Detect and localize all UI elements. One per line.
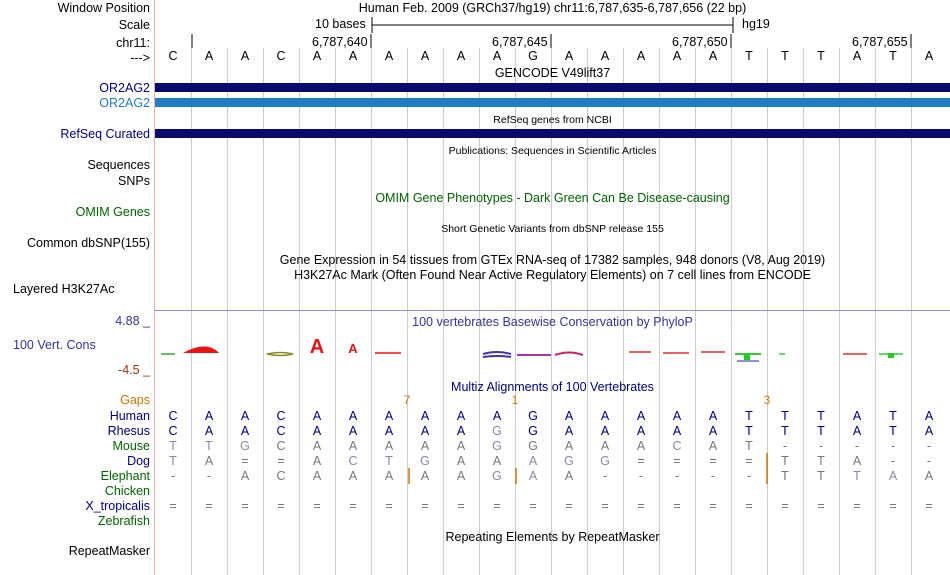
alignment-base: A (492, 409, 502, 423)
refseq-label[interactable]: RefSeq Curated (60, 127, 150, 141)
alignment-base: A (924, 409, 934, 423)
phylop-title: 100 vertebrates Basewise Conservation by PhyloP (412, 315, 693, 329)
alignment-base: = (709, 454, 717, 468)
gap-count: 1 (511, 395, 519, 407)
alignment-base: A (384, 424, 394, 438)
reference-base: T (745, 49, 753, 63)
species-label: Dog (127, 454, 150, 468)
alignment-base: A (708, 424, 718, 438)
alignment-base: G (564, 454, 574, 468)
alignment-base: A (384, 469, 394, 483)
alignment-insertions (155, 0, 950, 575)
alignment-base: G (240, 439, 250, 453)
alignment-base: A (384, 439, 394, 453)
alignment-base: G (528, 409, 538, 423)
ruler-coord-4: 6,787,655 (852, 35, 908, 49)
alignment-base: T (889, 409, 897, 423)
alignment-base: A (564, 424, 574, 438)
phylop-letter-a: A (348, 341, 358, 356)
alignment-base: - (206, 469, 212, 483)
reference-base: A (456, 49, 466, 63)
alignment-base: A (348, 424, 358, 438)
h3k27-label[interactable]: Layered H3K27Ac (13, 282, 115, 296)
alignment-base: = (169, 499, 177, 513)
alignment-base: C (672, 439, 682, 453)
gap-count: 7 (403, 395, 411, 407)
alignment-base: G (528, 424, 538, 438)
reference-base: A (240, 49, 250, 63)
alignment-base: T (817, 454, 825, 468)
reference-base: T (781, 49, 789, 63)
alignment-base: A (852, 409, 862, 423)
alignment-base: - (926, 439, 932, 453)
ruler-coord-1: 6,787,640 (312, 35, 368, 49)
alignment-base: A (384, 409, 394, 423)
alignment-base: A (312, 409, 322, 423)
alignment-base: C (276, 439, 286, 453)
alignment-base: C (168, 409, 178, 423)
alignment-base: = (277, 499, 285, 513)
gaps-label: Gaps (120, 393, 150, 407)
alignment-base: T (205, 439, 213, 453)
alignment-base: A (528, 454, 538, 468)
multiz-title: Multiz Alignments of 100 Vertebrates (451, 380, 654, 394)
alignment-base: T (781, 424, 789, 438)
alignment-base: = (637, 454, 645, 468)
alignment-base: A (924, 469, 934, 483)
alignment-base: A (528, 469, 538, 483)
alignment-base: G (420, 454, 430, 468)
alignment-base: A (420, 439, 430, 453)
alignment-base: T (781, 469, 789, 483)
alignment-base: A (708, 409, 718, 423)
arrow-label: ---> (130, 51, 150, 65)
alignment-base: C (276, 424, 286, 438)
alignment-base: G (492, 439, 502, 453)
alignment-base: T (817, 424, 825, 438)
alignment-base: A (852, 424, 862, 438)
alignment-base: T (169, 439, 177, 453)
alignment-base: T (745, 409, 753, 423)
reference-base: G (528, 49, 538, 63)
alignment-base: A (312, 469, 322, 483)
alignment-base: C (168, 424, 178, 438)
alignment-base: = (529, 499, 537, 513)
omim-label[interactable]: OMIM Genes (75, 205, 150, 219)
alignment-base: = (925, 499, 933, 513)
alignment-base: T (889, 424, 897, 438)
alignment-base: - (638, 469, 644, 483)
reference-base: T (817, 49, 825, 63)
repeatmasker-label[interactable]: RepeatMasker (68, 544, 150, 558)
alignment-base: - (926, 454, 932, 468)
alignment-base: = (889, 499, 897, 513)
alignment-base: = (745, 454, 753, 468)
alignment-base: A (708, 439, 718, 453)
species-label: X_tropicalis (85, 499, 150, 513)
alignment-base: A (204, 454, 214, 468)
track-label-sidebar (0, 0, 154, 575)
reference-base: A (852, 49, 862, 63)
alignment-base: A (240, 469, 250, 483)
alignment-base: A (204, 424, 214, 438)
alignment-base: - (854, 439, 860, 453)
alignment-base: C (276, 409, 286, 423)
alignment-base: A (312, 424, 322, 438)
alignment-base: A (924, 424, 934, 438)
alignment-base: A (888, 469, 898, 483)
alignment-base: = (781, 499, 789, 513)
alignment-base: A (600, 424, 610, 438)
window-position-label: Window Position (57, 1, 150, 15)
alignment-base: C (348, 454, 358, 468)
alignment-base: = (565, 499, 573, 513)
reference-base: A (348, 49, 358, 63)
alignment-base: T (853, 469, 861, 483)
window-title: Human Feb. 2009 (GRCh37/hg19) chr11:6,787,635-6,787,656 (22 bp) (358, 1, 747, 15)
reference-base: A (708, 49, 718, 63)
alignment-base: = (241, 454, 249, 468)
cons-max-label: 4.88 _ (115, 314, 150, 328)
alignment-base: A (420, 469, 430, 483)
alignment-base: = (241, 499, 249, 513)
alignment-base: T (169, 454, 177, 468)
alignment-base: A (636, 439, 646, 453)
alignment-base: A (636, 409, 646, 423)
reference-base: A (636, 49, 646, 63)
species-label: Zebrafish (97, 514, 150, 528)
refseq-title: RefSeq genes from NCBI (493, 114, 612, 126)
alignment-base: = (709, 499, 717, 513)
reference-base: C (168, 49, 178, 63)
h3k27-title: H3K27Ac Mark (Often Found Near Active Regulatory Elements) on 7 cell lines from ENCODE (294, 268, 811, 282)
alignment-base: - (674, 469, 680, 483)
alignment-base: A (564, 439, 574, 453)
alignment-base: - (782, 439, 788, 453)
alignment-base: A (348, 469, 358, 483)
alignment-base: - (710, 469, 716, 483)
phylop-letter-a: A (309, 336, 325, 358)
alignment-base: T (745, 439, 753, 453)
gencode-title: GENCODE V49lift37 (494, 66, 611, 80)
reference-base: A (312, 49, 322, 63)
alignment-base: = (385, 499, 393, 513)
alignment-base: G (492, 469, 502, 483)
ruler-coord-2: 6,787,645 (492, 35, 548, 49)
alignment-base: T (781, 409, 789, 423)
alignment-base: A (456, 439, 466, 453)
dbsnp-label[interactable]: Common dbSNP(155) (27, 236, 150, 250)
reference-base: C (276, 49, 286, 63)
alignment-base: A (240, 424, 250, 438)
alignment-base: A (600, 439, 610, 453)
alignment-base: = (277, 454, 285, 468)
alignment-base: T (817, 409, 825, 423)
alignment-base: A (312, 439, 322, 453)
alignment-base: A (636, 424, 646, 438)
alignment-base: = (853, 499, 861, 513)
alignment-base: T (385, 454, 393, 468)
alignment-base: A (852, 454, 862, 468)
alignment-base: - (890, 439, 896, 453)
alignment-base: A (456, 424, 466, 438)
alignment-base: G (600, 454, 610, 468)
gtex-title: Gene Expression in 54 tissues from GTEx RNA-seq of 17382 samples, 948 donors (V8, Aug 2019) (279, 253, 826, 267)
scale-label: Scale (118, 18, 150, 32)
alignment-base: = (673, 499, 681, 513)
alignment-base: A (456, 454, 466, 468)
sequences-label[interactable]: Sequences (87, 158, 150, 172)
alignment-base: = (745, 499, 753, 513)
alignment-base: - (890, 454, 896, 468)
alignment-base: A (564, 469, 574, 483)
alignment-base: A (672, 409, 682, 423)
alignment-base: A (600, 409, 610, 423)
species-label: Chicken (104, 484, 150, 498)
reference-base: A (420, 49, 430, 63)
alignment-base: A (204, 409, 214, 423)
reference-base: A (672, 49, 682, 63)
alignment-base: = (421, 499, 429, 513)
alignment-base: = (493, 499, 501, 513)
alignment-base: A (672, 424, 682, 438)
alignment-base: = (673, 454, 681, 468)
alignment-base: T (817, 469, 825, 483)
reference-base: A (564, 49, 574, 63)
alignment-base: A (312, 454, 322, 468)
alignment-base: - (170, 469, 176, 483)
alignment-base: T (781, 454, 789, 468)
assembly-label: hg19 (742, 17, 770, 31)
alignment-base: = (637, 499, 645, 513)
chr-label: chr11: (116, 36, 150, 50)
alignment-base: = (205, 499, 213, 513)
reference-base: A (204, 49, 214, 63)
species-label: Elephant (100, 469, 150, 483)
alignment-base: T (745, 424, 753, 438)
alignment-base: A (564, 409, 574, 423)
alignment-base: = (601, 499, 609, 513)
scale-text: 10 bases (315, 17, 366, 31)
species-label: Mouse (112, 439, 150, 453)
reference-base: A (924, 49, 934, 63)
pubs-title: Publications: Sequences in Scientific Articles (448, 145, 657, 157)
alignment-base: A (456, 469, 466, 483)
ruler-coord-3: 6,787,650 (672, 35, 728, 49)
gap-count: 3 (763, 395, 771, 407)
reference-base: A (600, 49, 610, 63)
reference-base: A (492, 49, 502, 63)
alignment-base: A (348, 409, 358, 423)
cons-min-label: -4.5 _ (118, 363, 150, 377)
alignment-base: A (492, 454, 502, 468)
reference-base: A (384, 49, 394, 63)
alignment-base: = (349, 499, 357, 513)
cons-label[interactable]: 100 Vert. Cons (13, 338, 96, 352)
alignment-base: G (528, 439, 538, 453)
gencode-label-1[interactable]: OR2AG2 (99, 81, 150, 95)
alignment-base: = (817, 499, 825, 513)
alignment-base: A (348, 439, 358, 453)
alignment-base: A (420, 424, 430, 438)
species-label: Rhesus (107, 424, 150, 438)
alignment-base: C (276, 469, 286, 483)
alignment-base: A (456, 409, 466, 423)
alignment-base: - (746, 469, 752, 483)
omim-title: OMIM Gene Phenotypes - Dark Green Can Be Disease-causing (375, 191, 730, 205)
alignment-base: - (818, 439, 824, 453)
alignment-base: A (420, 409, 430, 423)
alignment-base: - (602, 469, 608, 483)
alignment-base: = (313, 499, 321, 513)
snps-label[interactable]: SNPs (118, 174, 150, 188)
alignment-base: G (492, 424, 502, 438)
dbsnp-title: Short Genetic Variants from dbSNP release 155 (441, 223, 664, 235)
alignment-base: = (457, 499, 465, 513)
species-label: Human (109, 409, 150, 423)
reference-base: T (889, 49, 897, 63)
track-area[interactable] (155, 0, 950, 575)
gencode-label-2[interactable]: OR2AG2 (99, 96, 150, 110)
repeatmasker-title: Repeating Elements by RepeatMasker (445, 530, 660, 544)
alignment-base: A (240, 409, 250, 423)
